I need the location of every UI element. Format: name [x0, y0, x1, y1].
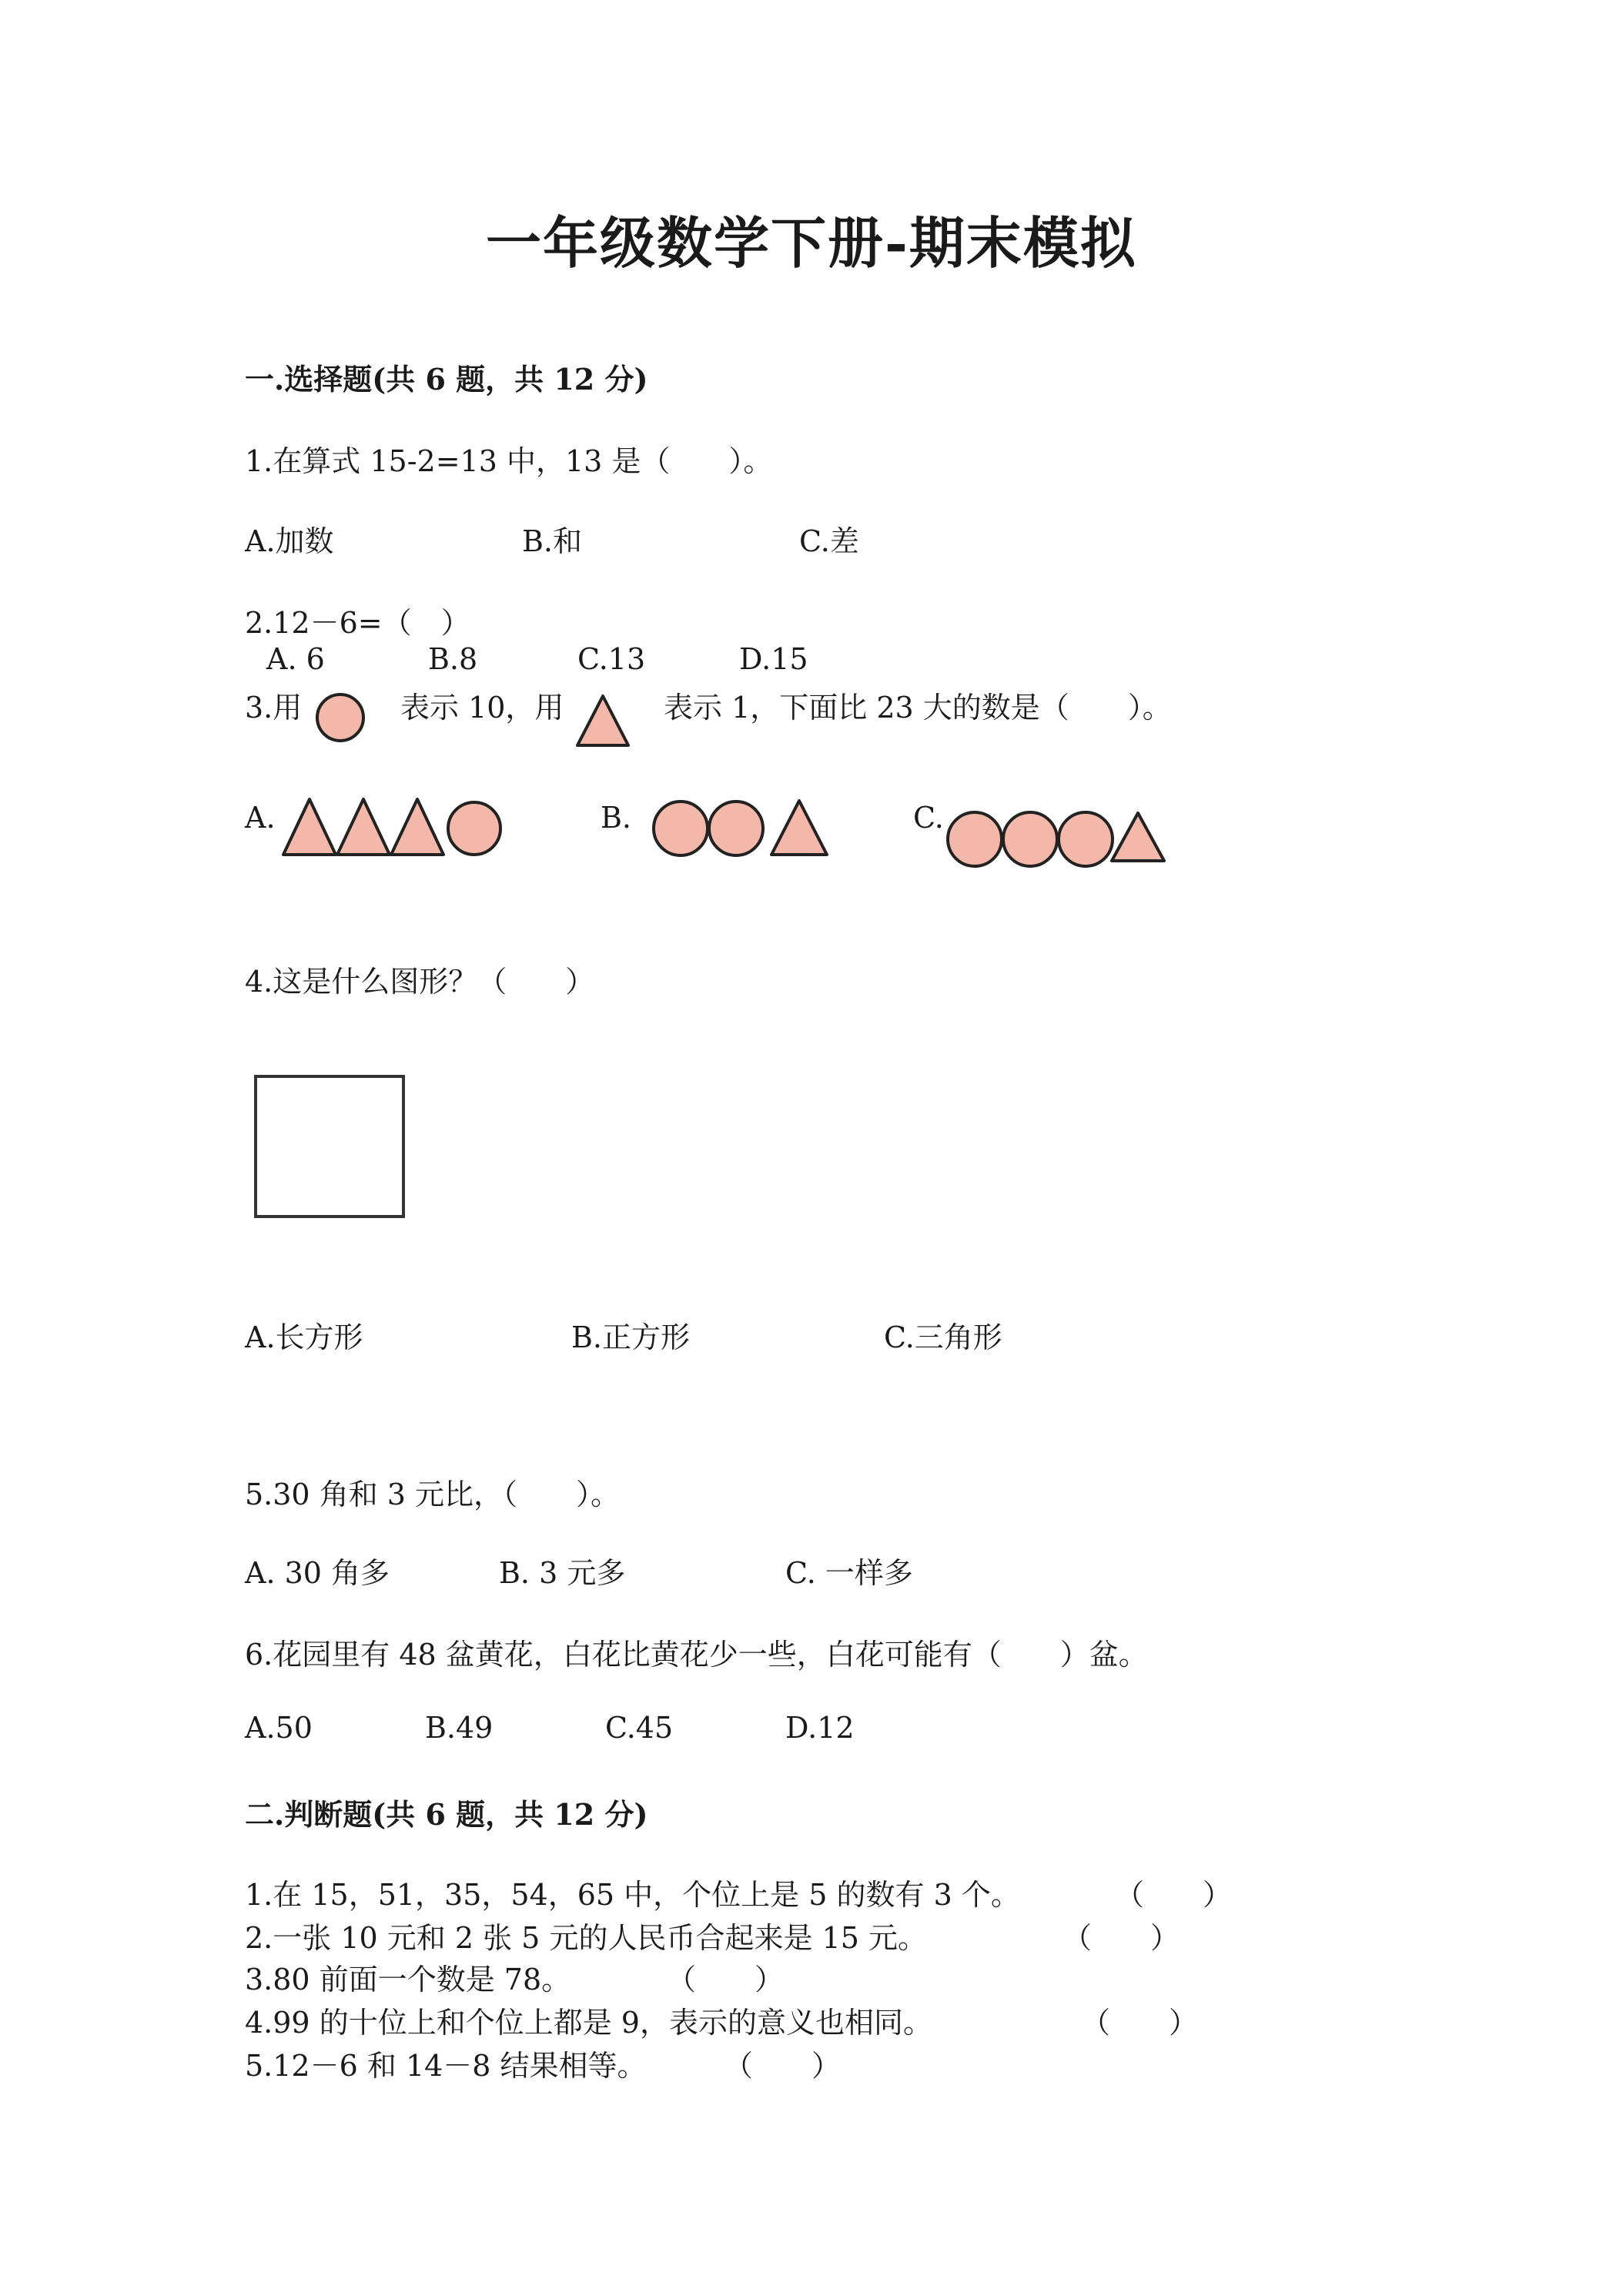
q3-option-c-shapes[interactable] — [945, 807, 1169, 869]
section-heading-choice: 一.选择题(共 6 题，共 12 分) — [245, 362, 648, 397]
circle-shape — [317, 694, 363, 741]
triangle-one-icon — [574, 693, 631, 748]
q4-option-a[interactable]: A.长方形 — [245, 1320, 363, 1354]
square-shape — [256, 1076, 403, 1217]
question-6-stem: 6.花园里有 48 盆黄花，白花比黄花少一些，白花可能有（ ）盆。 — [245, 1638, 1148, 1672]
triangle-shape — [577, 696, 628, 745]
q4-option-c[interactable]: C.三角形 — [884, 1320, 1002, 1354]
square-figure — [254, 1075, 408, 1221]
judgement-answer-5[interactable]: （ ） — [724, 2049, 842, 2083]
question-5-stem: 5.30 角和 3 元比，（ ）。 — [245, 1478, 621, 1511]
q1-option-b[interactable]: B.和 — [522, 524, 583, 558]
triangle-shape — [283, 799, 336, 855]
q6-option-b[interactable]: B.49 — [425, 1711, 494, 1745]
q5-option-b[interactable]: B. 3 元多 — [499, 1556, 626, 1590]
q6-option-d[interactable]: D.12 — [785, 1711, 855, 1745]
circle-shape — [1003, 812, 1057, 866]
question-3-stem-part3: 表示 1，下面比 23 大的数是（ ）。 — [664, 691, 1172, 725]
circle-shape — [1059, 812, 1113, 866]
judgement-item-3: 3.80 前面一个数是 78。 — [245, 1963, 571, 1996]
circle-ten-icon — [314, 691, 368, 745]
q5-option-a[interactable]: A. 30 角多 — [245, 1556, 390, 1590]
question-4-stem: 4.这是什么图形？（ ） — [245, 965, 595, 999]
q4-option-b[interactable]: B.正方形 — [571, 1320, 691, 1354]
question-3-stem-part2: 表示 10，用 — [400, 691, 564, 725]
judgement-answer-4[interactable]: （ ） — [1081, 2006, 1199, 2040]
section-heading-judgement: 二.判断题(共 6 题，共 12 分) — [245, 1797, 648, 1832]
question-2-stem: 2.12－6=（ ） — [245, 606, 470, 640]
q3-option-b-shapes[interactable] — [651, 798, 832, 859]
q6-option-a[interactable]: A.50 — [245, 1711, 313, 1745]
circle-shape — [948, 812, 1002, 866]
triangle-shape — [771, 801, 827, 855]
circle-shape — [654, 802, 708, 855]
judgement-item-2: 2.一张 10 元和 2 张 5 元的人民币合起来是 15 元。 — [245, 1921, 927, 1955]
question-3-stem-part1: 3.用 — [245, 691, 303, 725]
judgement-answer-2[interactable]: （ ） — [1062, 1921, 1180, 1955]
q2-option-b[interactable]: B.8 — [428, 642, 478, 676]
triangle-shape — [391, 799, 443, 855]
q3-option-a-label[interactable]: A. — [245, 801, 276, 835]
q6-option-c[interactable]: C.45 — [605, 1711, 674, 1745]
circle-shape — [448, 802, 500, 855]
judgement-item-5: 5.12－6 和 14－8 结果相等。 — [245, 2049, 647, 2083]
judgement-item-4: 4.99 的十位上和个位上都是 9，表示的意义也相同。 — [245, 2006, 932, 2040]
q1-option-c[interactable]: C.差 — [799, 524, 859, 558]
q1-option-a[interactable]: A.加数 — [245, 524, 334, 558]
judgement-item-1: 1.在 15，51，35，54，65 中，个位上是 5 的数有 3 个。 — [245, 1878, 1020, 1912]
q2-option-c[interactable]: C.13 — [577, 642, 646, 676]
q3-option-b-label[interactable]: B. — [601, 801, 632, 835]
triangle-shape — [337, 799, 390, 855]
triangle-shape — [1112, 813, 1164, 861]
question-1-stem: 1.在算式 15-2=13 中，13 是（ ）。 — [245, 444, 773, 478]
q5-option-c[interactable]: C. 一样多 — [785, 1556, 913, 1590]
judgement-answer-3[interactable]: （ ） — [667, 1963, 785, 1996]
page-title: 一年级数学下册-期末模拟 — [486, 210, 1137, 276]
q3-option-a-shapes[interactable] — [282, 796, 505, 858]
q2-option-a[interactable]: A. 6 — [266, 642, 325, 676]
judgement-answer-1[interactable]: （ ） — [1115, 1878, 1233, 1912]
q3-option-c-label[interactable]: C. — [913, 801, 944, 835]
circle-shape — [709, 802, 763, 855]
q2-option-d[interactable]: D.15 — [739, 642, 808, 676]
